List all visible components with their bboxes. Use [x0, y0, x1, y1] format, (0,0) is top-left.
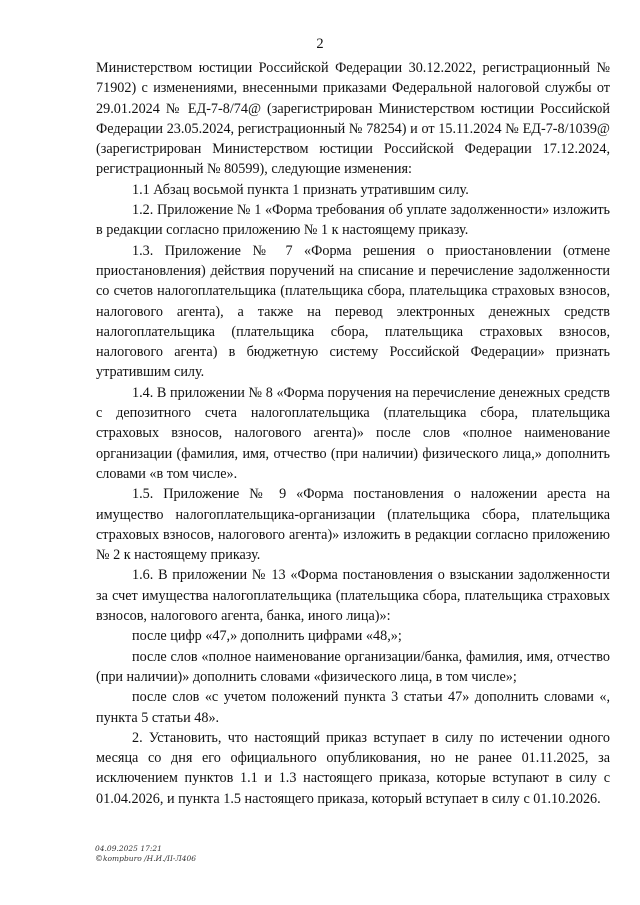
page-number: 2 [316, 36, 324, 52]
paragraph-item-1-3: 1.3. Приложение № 7 «Форма решения о приостановлении (отмене приостановления) действия поручений на списание и перечисление задолженности со счетов налогоплательщика (плательщика сбора, плательщика страховых взносов, налогового агента), а также на перевод электронных денежных средств налогоплательщика (плательщика сбора, плательщика страховых взносов, налогового агента) в бюджетную систему Российской Федерации» признать утратившим силу. [96, 242, 610, 381]
footer-author-line [95, 854, 196, 864]
paragraph-item-2: 2. Установить, что настоящий приказ вступает в силу по истечении одного месяца со дня его официального опубликования, но не ранее 01.11.2025, за исключением пунктов 1.1 и 1.3 настоящего приказа, которые вступают в силу с 01.04.2026, и пункта 1.5 настоящего приказа, который вступает в силу с 01.10.2026. [96, 729, 610, 807]
copyright-icon: © [95, 854, 103, 863]
paragraph-item-1-6-b: после слов «полное наименование организации/банка, фамилия, имя, отчество (при наличии)» дополнить словами «физического лица, в том числе»; [96, 648, 610, 685]
footer-timestamp: 04.09.2025 17:21 [95, 844, 162, 853]
paragraph-item-1-6-c: после слов «с учетом положений пункта 3 статьи 47» дополнить словами «, пункта 5 статьи 48». [96, 689, 610, 726]
document-body [96, 58, 610, 809]
paragraph-item-1-6-a: после цифр «47,» дополнить цифрами «48,»; [132, 628, 402, 645]
paragraph-item-1-2: 1.2. Приложение № 1 «Форма требования об уплате задолженности» изложить в редакции согласно приложению № 1 к настоящему приказу. [96, 202, 610, 239]
paragraph-item-1-5: 1.5. Приложение № 9 «Форма постановления о наложении ареста на имущество налогоплательщика-организации (плательщика сбора, плательщика страховых взносов, налогового агента)» изложить в редакции согласно приложению № 2 к настоящему приказу. [96, 486, 610, 564]
footer-author-code: kompburo /Н.И./II-Л406 [103, 854, 197, 863]
paragraph-item-1-6: 1.6. В приложении № 13 «Форма постановления о взыскании задолженности за счет имущества налогоплательщика (плательщика сбора, плательщика страховых взносов, налогового агента, банка, иного лица)»: [96, 567, 610, 625]
paragraph-item-1-4: 1.4. В приложении № 8 «Форма поручения на перечисление денежных средств с депозитного счета налогоплательщика (плательщика сбора, плательщика страховых взносов, налогового агента)» после слов «полное наименование организации (фамилия, имя, отчество (при наличии) физического лица,» дополнить словами «в том числе». [96, 384, 610, 482]
paragraph-intro-continuation: Министерством юстиции Российской Федерации 30.12.2022, регистрационный № 71902) с изменениями, внесенными приказами Федеральной налоговой службы от 29.01.2024 № ЕД-7-8/74@ (зарегистрирован Министерством юстиции Российской Федерации 23.05.2024, регистрационный № 78254) и от 15.11.2024 № ЕД-7-8/1039@ (зарегистрирован Министерством юстиции Российской Федерации 17.12.2024, регистрационный № 80599), следующие изменения: [96, 60, 610, 178]
footer-stamp [95, 844, 196, 864]
paragraph-item-1-1: 1.1 Абзац восьмой пункта 1 признать утратившим силу. [132, 181, 469, 198]
